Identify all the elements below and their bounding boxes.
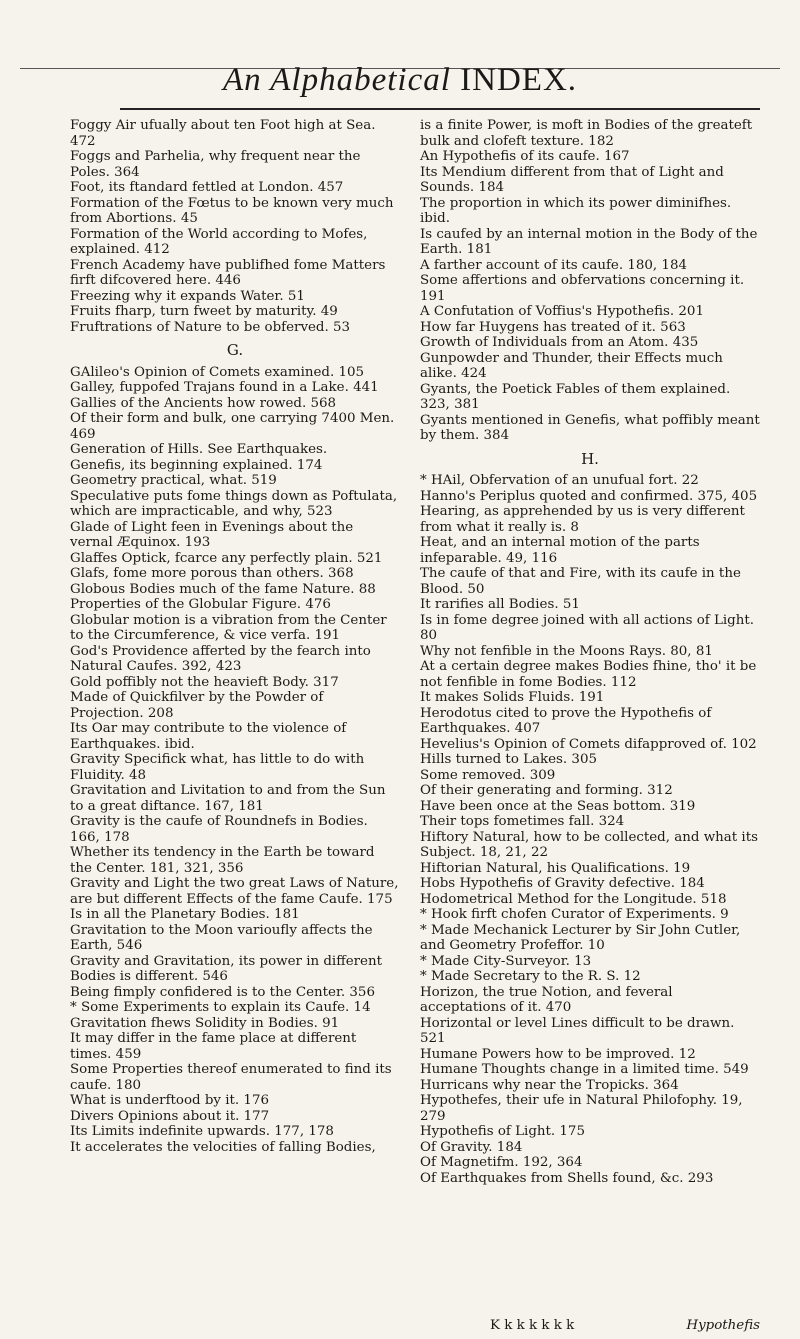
index-entry: Gyants mentioned in Genefis, what poffibly meant by them. 384: [420, 412, 760, 443]
index-entry: Glafs, fome more porous than others. 368: [70, 566, 354, 581]
section-letter: H.: [581, 449, 599, 468]
page-title: [0, 62, 800, 99]
index-entry: Gyants, the Poetick Fables of them explained. 323, 381: [420, 381, 731, 412]
index-entry: * HAil, Obfervation of an unufual fort. 22: [420, 473, 699, 488]
index-entry: Whether its tendency in the Earth be toward the Center. 181, 321, 356: [70, 845, 375, 876]
index-entry: It may differ in the fame place at different times. 459: [70, 1031, 357, 1062]
index-entry: GAlileo's Opinion of Comets examined. 105: [70, 364, 365, 380]
index-entry: Freezing why it expands Water. 51: [70, 288, 305, 304]
index-entry: A farther account of its caufe. 180, 184: [420, 257, 687, 273]
signature-mark: K k k k k k k: [490, 1318, 575, 1333]
title-italic: An Alphabetical: [222, 62, 451, 98]
index-entry: Some affertions and obfervations concerning it. 191: [420, 273, 745, 304]
index-entry: How far Huygens has treated of it. 563: [420, 319, 686, 335]
index-entry: Hodometrical Method for the Longitude. 518: [420, 891, 727, 907]
index-entry: A Confutation of Voffius's Hypothefis. 201: [420, 304, 704, 319]
index-entry: * Hook firft chofen Curator of Experiments. 9: [420, 907, 729, 922]
index-entry: Fruits fharp, turn fweet by maturity. 49: [70, 304, 338, 319]
index-entry: Hearing, as apprehended by us is very different from what it really is. 8: [420, 504, 745, 535]
index-entry: Of their generating and forming. 312: [420, 783, 673, 798]
header-bottom-rule: [120, 108, 760, 110]
index-entry: Some removed. 309: [420, 767, 556, 783]
index-entry: Hiftory Natural, how to be collected, and what its Subject. 18, 21, 22: [420, 829, 758, 860]
index-entry: Herodotus cited to prove the Hypothefis of Earthquakes. 407: [420, 705, 712, 736]
index-entry: An Hypothefis of its caufe. 167: [420, 149, 630, 164]
section-letter: G.: [226, 341, 244, 359]
index-entry: Some Properties thereof enumerated to find its caufe. 180: [70, 1062, 392, 1093]
index-entry: It makes Solids Fluids. 191: [420, 690, 605, 705]
index-entry: * Some Experiments to explain its Caufe. 14: [70, 1000, 371, 1015]
index-entry: Horizontal or level Lines difficult to be drawn. 521: [420, 1015, 735, 1046]
index-entry: Gravity and Gravitation, its power in different Bodies is different. 546: [70, 953, 382, 984]
index-entry: Fruftrations of Nature to be obferved. 53: [70, 319, 351, 335]
index-entry: Of Earthquakes from Shells found, &c. 293: [420, 1170, 714, 1186]
index-entry: Foot, its ftandard fettled at London. 457: [70, 180, 344, 195]
page-header: [0, 0, 800, 112]
index-entry: Is in fome degree joined with all actions of Light. 80: [420, 612, 754, 643]
index-entry: Hills turned to Lakes. 305: [420, 752, 597, 767]
catchword: Hypothefis: [686, 1318, 760, 1333]
index-entry: Of their form and bulk, one carrying 7400 Men. 469: [70, 411, 395, 442]
index-entry: Hobs Hypothefis of Gravity defective. 184: [420, 876, 705, 891]
left-column: [70, 118, 400, 1155]
index-entry: Humane Powers how to be improved. 12: [420, 1046, 696, 1062]
index-entry: Formation of the World according to Mofes, explained. 412: [70, 226, 368, 257]
index-entry: * Made Mechanick Lecturer by Sir John Cutler, and Geometry Profeffor. 10: [420, 922, 741, 953]
title-caps: INDEX.: [460, 62, 578, 98]
index-entry: Glade of Light feen in Evenings about the vernal Æquinox. 193: [70, 519, 354, 550]
index-entry: The caufe of that and Fire, with its caufe in the Blood. 50: [420, 566, 741, 597]
index-entry: Generation of Hills. See Earthquakes.: [70, 442, 328, 457]
index-entry: is a finite Power, is moft in Bodies of the greateft bulk and clofeft texture. 182: [420, 118, 753, 149]
index-entry: Is caufed by an internal motion in the Body of the Earth. 181: [420, 226, 758, 257]
index-entry: Foggs and Parhelia, why frequent near the Poles. 364: [70, 149, 361, 180]
index-entry: Properties of the Globular Figure. 476: [70, 597, 331, 612]
index-entry: Its Limits indefinite upwards. 177, 178: [70, 1124, 334, 1139]
index-entry: Humane Thoughts change in a limited time. 549: [420, 1062, 749, 1077]
index-entry: Gravitation to the Moon varioufly affects the Earth, 546: [70, 922, 373, 953]
index-entry: Gravity is the caufe of Roundnefs in Bodies. 166, 178: [70, 814, 368, 845]
index-entry: Heat, and an internal motion of the parts infeparable. 49, 116: [420, 535, 700, 566]
index-entry: Of Gravity. 184: [420, 1139, 523, 1155]
index-entry: Hypothefis of Light. 175: [420, 1124, 585, 1139]
index-entry: Gunpowder and Thunder, their Effects much alike. 424: [420, 350, 723, 381]
index-entry: Being fimply confidered is to the Center. 356: [70, 984, 375, 1000]
index-entry: Growth of Individuals from an Atom. 435: [420, 335, 699, 350]
index-entry: Divers Opinions about it. 177: [70, 1108, 270, 1124]
index-entry: Gold poffibly not the heavieft Body. 317: [70, 674, 339, 690]
index-entry: At a certain degree makes Bodies fhine, tho' it be not fenfible in fome Bodies. 112: [420, 659, 757, 690]
index-entry: Gravitation fhews Solidity in Bodies. 91: [70, 1015, 340, 1031]
index-entry: Its Oar may contribute to the violence of Earthquakes. ibid.: [70, 721, 347, 752]
index-entry: Why not fenfible in the Moons Rays. 80, 81: [420, 643, 713, 659]
index-entry: What is underftood by it. 176: [70, 1093, 269, 1108]
index-entry: Genefis, its beginning explained. 174: [70, 457, 323, 473]
index-entry: Is in all the Planetary Bodies. 181: [70, 907, 300, 922]
index-entry: * Made Secretary to the R. S. 12: [420, 969, 641, 984]
index-entry: Gravity Specifick what, has little to do with Fluidity. 48: [70, 752, 365, 783]
index-entry: Formation of the Fœtus to be known very much from Abortions. 45: [70, 195, 394, 226]
index-entry: Its Mendium different from that of Light and Sounds. 184: [420, 164, 724, 195]
index-entry: Hiftorian Natural, his Qualifications. 19: [420, 860, 691, 876]
index-entry: Globous Bodies much of the fame Nature. 88: [70, 581, 376, 597]
index-entry: Globular motion is a vibration from the Center to the Circumference, & vice verfa. 191: [70, 612, 387, 643]
index-entry: The proportion in which its power diminifhes. ibid.: [420, 195, 732, 226]
index-entry: Speculative puts fome things down as Poftulata, which are impracticable, and why, 523: [70, 488, 398, 519]
index-entry: Their tops fometimes fall. 324: [420, 814, 625, 829]
index-entry: Of Magnetifm. 192, 364: [420, 1155, 583, 1170]
index-entry: It rarifies all Bodies. 51: [420, 597, 580, 612]
right-column: [420, 118, 760, 1186]
index-entry: Horizon, the true Notion, and feveral acceptations of it. 470: [420, 984, 673, 1015]
index-entry: God's Providence afferted by the fearch into Natural Caufes. 392, 423: [70, 643, 371, 674]
index-entry: Gallies of the Ancients how rowed. 568: [70, 395, 337, 411]
index-entry: Gravity and Light the two great Laws of Nature, are but different Effects of the fame Caufe. 175: [70, 876, 399, 907]
index-entry: Galley, fuppofed Trajans found in a Lake. 441: [70, 380, 379, 395]
index-entry: Have been once at the Seas bottom. 319: [420, 798, 696, 814]
index-entry: French Academy have publifhed fome Matters firft difcovered here. 446: [70, 257, 386, 288]
index-entry: Hurricans why near the Tropicks. 364: [420, 1077, 679, 1093]
index-entry: Gravitation and Livitation to and from the Sun to a great diftance. 167, 181: [70, 783, 386, 814]
index-entry: Glaffes Optick, fcarce any perfectly plain. 521: [70, 550, 383, 566]
index-entry: It accelerates the velocities of falling Bodies,: [70, 1139, 376, 1155]
index-entry: Hevelius's Opinion of Comets difapproved of. 102: [420, 736, 757, 752]
index-entry: Hanno's Periplus quoted and confirmed. 375, 405: [420, 488, 758, 504]
index-entry: Foggy Air ufually about ten Foot high at Sea. 472: [70, 118, 376, 149]
index-entry: Geometry practical, what. 519: [70, 473, 277, 488]
index-entry: Made of Quickfilver by the Powder of Projection. 208: [70, 690, 324, 721]
index-entry: Hypothefes, their ufe in Natural Philofophy. 19, 279: [420, 1093, 743, 1124]
index-entry: * Made City-Surveyor. 13: [420, 953, 592, 969]
